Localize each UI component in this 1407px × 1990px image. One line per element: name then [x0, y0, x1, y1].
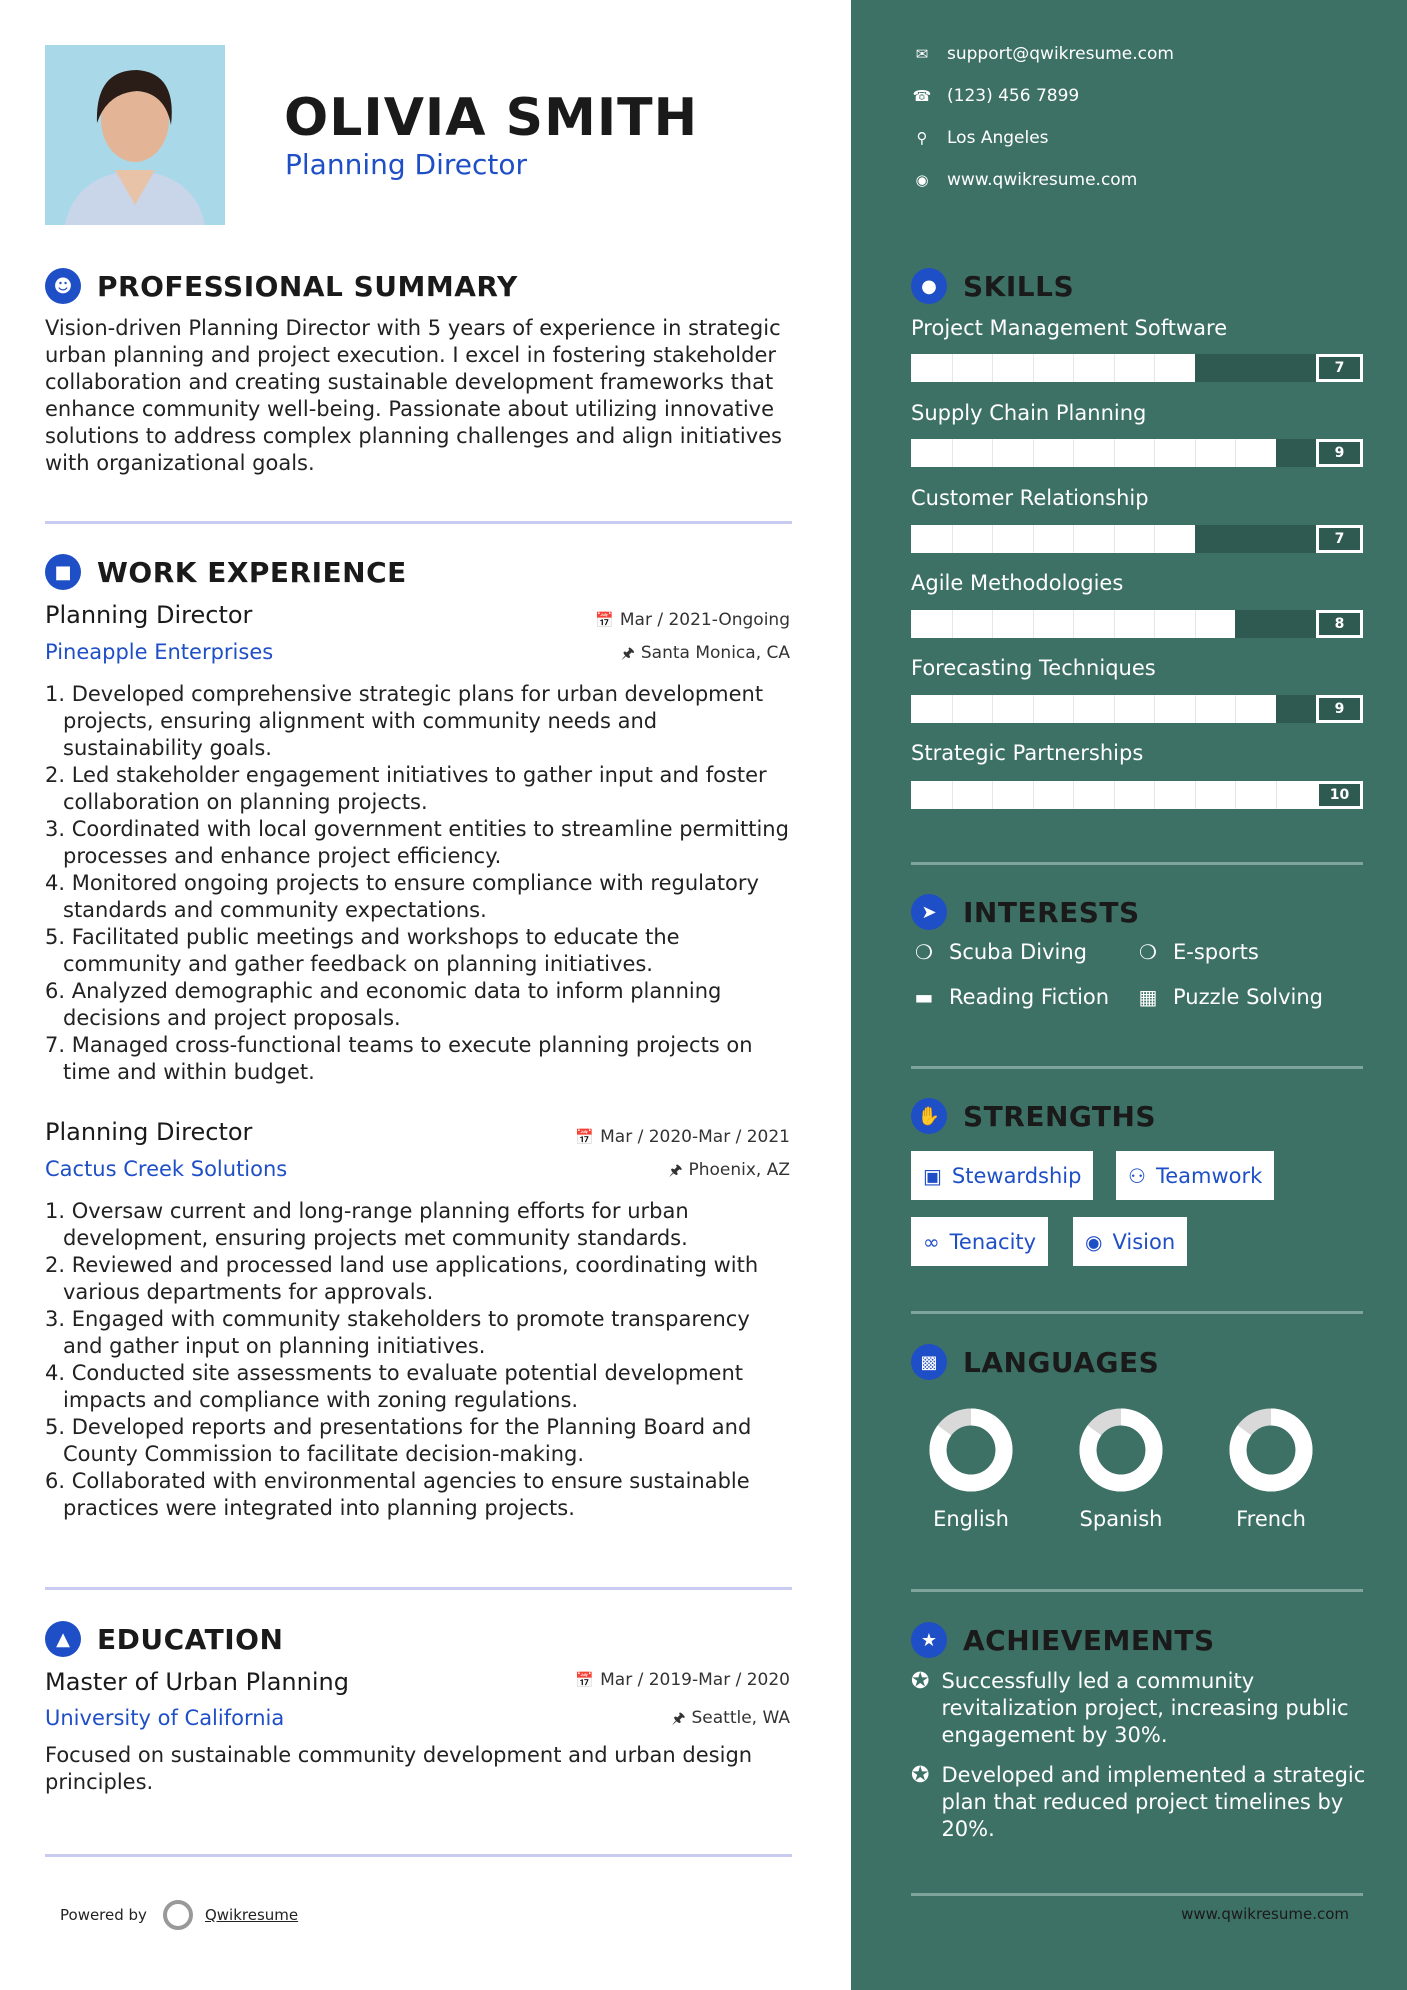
- summary-line: with organizational goals.: [45, 451, 315, 475]
- language-item: [906, 1405, 1036, 1531]
- contact-phone[interactable]: [911, 86, 1079, 106]
- interest-label: Puzzle Solving: [1173, 985, 1323, 1009]
- language-item: [1056, 1405, 1186, 1531]
- skill-segment-divider: [1154, 439, 1155, 467]
- achievement-item: [911, 1668, 1371, 1749]
- languages-heading-text: LANGUAGES: [963, 1345, 1160, 1379]
- education-location: [672, 1708, 790, 1733]
- summary-heading: [45, 268, 518, 304]
- strength-label: Teamwork: [1155, 1163, 1263, 1188]
- skill-bar: [911, 610, 1363, 638]
- skill-label: Project Management Software: [911, 316, 1228, 340]
- strength-label: Vision: [1112, 1229, 1176, 1254]
- contact-email[interactable]: [911, 44, 1174, 64]
- interest-item: [911, 985, 1109, 1009]
- skill-bar: [911, 439, 1363, 467]
- brand-link[interactable]: Qwikresume: [204, 1906, 299, 1924]
- life-ring-icon: ❍: [915, 940, 933, 964]
- map-marker-icon: ⚲: [916, 129, 928, 147]
- calendar-icon: 📅: [575, 1671, 595, 1689]
- skill-score: 7: [1316, 354, 1363, 382]
- job-date-text: Mar / 2020-Mar / 2021: [600, 1127, 790, 1147]
- skill-segment-divider: [952, 525, 953, 553]
- powered-by: [60, 1900, 298, 1930]
- powered-by-label: Powered by: [60, 1906, 147, 1924]
- footer-website[interactable]: www.qwikresume.com: [1181, 1905, 1349, 1923]
- language-donut: [1226, 1405, 1316, 1495]
- contact-location: [911, 128, 1049, 148]
- summary-line: urban planning and project execution. I excel in fostering stakeholder: [45, 343, 777, 367]
- languages-heading: [911, 1344, 1159, 1380]
- job-location: [621, 643, 790, 668]
- section-divider: [45, 1587, 792, 1590]
- list-item: 1. Oversaw current and long-range planning efforts for urban development, ensuring projects met community standards.: [45, 1199, 689, 1250]
- company-name: Pineapple Enterprises: [45, 640, 274, 664]
- language-name: French: [1236, 1507, 1306, 1531]
- list-item: 6. Collaborated with environmental agencies to ensure sustainable practices were integrated into planning projects.: [45, 1469, 750, 1520]
- language-name: Spanish: [1079, 1507, 1163, 1531]
- paper-plane-icon: ➤: [911, 894, 947, 930]
- skill-segment-divider: [1033, 354, 1034, 382]
- section-divider: [911, 862, 1363, 865]
- skill-segment-divider: [952, 354, 953, 382]
- skill-bar: [911, 695, 1363, 723]
- skill-segment-divider: [1235, 781, 1236, 809]
- achievements-heading: [911, 1622, 1215, 1658]
- skill-score: 9: [1316, 439, 1363, 467]
- job-location-text: Phoenix, AZ: [688, 1160, 790, 1180]
- star-badge-icon: ★: [911, 1622, 947, 1658]
- job-location-text: Santa Monica, CA: [640, 643, 790, 663]
- interest-label: Scuba Diving: [949, 940, 1087, 964]
- strength-badge: [1073, 1217, 1187, 1266]
- skill-segment-divider: [1033, 439, 1034, 467]
- school-name: University of California: [45, 1706, 285, 1730]
- contact-location-text: Los Angeles: [947, 128, 1049, 148]
- achievements-heading-text: ACHIEVEMENTS: [963, 1623, 1215, 1657]
- skill-label: Customer Relationship: [911, 486, 1149, 510]
- skill-segment-divider: [1195, 439, 1196, 467]
- skill-segment-divider: [1154, 695, 1155, 723]
- strengths-heading-text: STRENGTHS: [963, 1099, 1157, 1133]
- calendar-icon: 📅: [575, 1128, 595, 1146]
- job-bullets: [45, 681, 795, 1086]
- book-icon: ▦: [1138, 985, 1158, 1009]
- skill-segment-divider: [1073, 525, 1074, 553]
- fist-icon: ✋: [911, 1098, 947, 1134]
- skill-segment-divider: [1114, 525, 1115, 553]
- interest-item: [911, 940, 1087, 964]
- graduate-icon: ▲: [45, 1621, 81, 1657]
- skill-segment-divider: [1033, 781, 1034, 809]
- language-item: [1206, 1405, 1336, 1531]
- education-location-text: Seattle, WA: [691, 1708, 790, 1728]
- strength-badge: [911, 1151, 1093, 1200]
- strengths-heading: [911, 1098, 1156, 1134]
- skill-segment-divider: [1114, 439, 1115, 467]
- skill-bar: [911, 354, 1363, 382]
- degree: Master of Urban Planning: [45, 1668, 349, 1696]
- list-item: 5. Facilitated public meetings and workshops to educate the community and gather feedback on planning initiatives.: [45, 925, 680, 976]
- summary-line: collaboration and creating sustainable development frameworks that: [45, 370, 774, 394]
- skill-fill: [911, 354, 1195, 382]
- skill-segment-divider: [1073, 695, 1074, 723]
- interest-item: [1135, 940, 1259, 964]
- job-date: [575, 1127, 790, 1147]
- skill-segment-divider: [1154, 525, 1155, 553]
- skill-segment-divider: [1033, 610, 1034, 638]
- summary-line: solutions to address complex planning challenges and align initiatives: [45, 424, 782, 448]
- contact-email-text: support@qwikresume.com: [947, 44, 1174, 64]
- job-date: [595, 610, 790, 630]
- skill-segment-divider: [1073, 610, 1074, 638]
- section-divider: [911, 1311, 1363, 1314]
- skill-segment-divider: [992, 525, 993, 553]
- section-divider: [911, 1589, 1363, 1592]
- list-item: 5. Developed reports and presentations for the Planning Board and County Commission to facilitate decision-making.: [45, 1415, 752, 1466]
- list-item: 7. Managed cross-functional teams to execute planning projects on time and within budget.: [45, 1033, 753, 1084]
- skill-segment-divider: [1235, 439, 1236, 467]
- skill-segment-divider: [992, 610, 993, 638]
- phone-icon: ☎: [912, 87, 932, 105]
- strength-badge: [1116, 1151, 1274, 1200]
- section-divider: [45, 521, 792, 524]
- skill-segment-divider: [1073, 354, 1074, 382]
- skill-segment-divider: [1195, 695, 1196, 723]
- job-title: Planning Director: [45, 1118, 253, 1146]
- list-item: 4. Monitored ongoing projects to ensure compliance with regulatory standards and community expectations.: [45, 871, 759, 922]
- profile-photo: [45, 45, 225, 225]
- gamepad-icon: ▬: [914, 985, 934, 1009]
- skill-segment-divider: [952, 610, 953, 638]
- achievement-text: Successfully led a community revitalization project, increasing public engagement by 30%.: [941, 1669, 1349, 1747]
- candidate-title: Planning Director: [285, 148, 527, 181]
- calendar-icon: 📅: [595, 611, 614, 629]
- job-location: [669, 1160, 790, 1185]
- skill-score: 8: [1316, 610, 1363, 638]
- globe-icon: ◉: [915, 171, 929, 189]
- contact-website[interactable]: [911, 170, 1137, 190]
- skill-bar: [911, 525, 1363, 553]
- education-heading: [45, 1621, 283, 1657]
- users-icon: ⚇: [1128, 1163, 1146, 1188]
- office-chair-icon: ■: [45, 554, 81, 590]
- summary-line: Vision-driven Planning Director with 5 years of experience in strategic: [45, 316, 781, 340]
- education-date-text: Mar / 2019-Mar / 2020: [600, 1670, 790, 1690]
- list-item: 6. Analyzed demographic and economic data to inform planning decisions and project proposals.: [45, 979, 722, 1030]
- skill-segment-divider: [1033, 695, 1034, 723]
- skill-score: 9: [1316, 695, 1363, 723]
- language-donut: [926, 1405, 1016, 1495]
- achievement-text: Developed and implemented a strategic plan that reduced project timelines by 20%.: [941, 1763, 1366, 1841]
- section-divider: [911, 1066, 1363, 1069]
- section-divider: [911, 1893, 1363, 1896]
- skill-segment-divider: [1154, 610, 1155, 638]
- skill-fill: [911, 695, 1276, 723]
- skill-segment-divider: [992, 439, 993, 467]
- summary-text: [45, 315, 790, 477]
- education-description: Focused on sustainable community development and urban design principles.: [45, 1743, 753, 1794]
- skill-label: Forecasting Techniques: [911, 656, 1156, 680]
- interest-item: [1135, 985, 1323, 1009]
- binoculars-icon: ◉: [1085, 1229, 1103, 1254]
- skill-score: 7: [1316, 525, 1363, 553]
- strength-badge: [911, 1217, 1048, 1266]
- work-heading: [45, 554, 407, 590]
- education-heading-text: EDUCATION: [97, 1622, 284, 1656]
- interest-label: Reading Fiction: [949, 985, 1110, 1009]
- strength-label: Tenacity: [949, 1229, 1037, 1254]
- achievement-item: [911, 1762, 1371, 1843]
- pin-icon: 🖈: [671, 1709, 686, 1727]
- skill-segment-divider: [1195, 781, 1196, 809]
- list-item: 3. Coordinated with local government entities to streamline permitting processes and enhance project efficiency.: [45, 817, 789, 868]
- link-icon: ∞: [923, 1229, 940, 1254]
- list-item: 3. Engaged with community stakeholders to promote transparency and gather input on planning initiatives.: [45, 1307, 750, 1358]
- shooting-star-icon: ✪: [911, 1669, 930, 1694]
- skill-segment-divider: [992, 781, 993, 809]
- list-item: 1. Developed comprehensive strategic plans for urban development projects, ensuring alignment with community needs and sustainability goals.: [45, 682, 764, 760]
- translate-icon: ▩: [911, 1344, 947, 1380]
- skill-segment-divider: [952, 781, 953, 809]
- pin-icon: 🖈: [668, 1161, 683, 1179]
- envelope-icon: ✉: [915, 45, 929, 63]
- education-date: [575, 1670, 790, 1690]
- contact-phone-text: (123) 456 7899: [947, 86, 1080, 106]
- job-title: Planning Director: [45, 601, 253, 629]
- skill-label: Strategic Partnerships: [911, 741, 1144, 765]
- pin-icon: 🖈: [621, 644, 635, 662]
- life-ring-icon: ❍: [1139, 940, 1157, 964]
- skill-label: Agile Methodologies: [911, 571, 1124, 595]
- skill-segment-divider: [1276, 781, 1277, 809]
- candidate-name: OLIVIA SMITH: [284, 88, 699, 148]
- qwikresume-logo-icon: [163, 1900, 193, 1930]
- skills-heading-text: SKILLS: [963, 269, 1075, 303]
- skill-segment-divider: [1235, 695, 1236, 723]
- shooting-star-icon: ✪: [911, 1763, 930, 1788]
- skill-segment-divider: [1154, 354, 1155, 382]
- user-icon: ☻: [45, 268, 81, 304]
- skill-segment-divider: [1114, 781, 1115, 809]
- skills-heading: [911, 268, 1074, 304]
- list-item: 2. Reviewed and processed land use applications, coordinating with various departments for approvals.: [45, 1253, 759, 1304]
- lightbulb-icon: ●: [911, 268, 947, 304]
- summary-line: enhance community well-being. Passionate about utilizing innovative: [45, 397, 775, 421]
- summary-heading-text: PROFESSIONAL SUMMARY: [97, 269, 518, 303]
- job-bullets: [45, 1198, 795, 1522]
- skill-label: Supply Chain Planning: [911, 401, 1147, 425]
- briefcase-icon: ▣: [923, 1163, 942, 1188]
- list-item: 4. Conducted site assessments to evaluate potential development impacts and compliance with zoning regulations.: [45, 1361, 744, 1412]
- skill-segment-divider: [952, 695, 953, 723]
- skill-bar: [911, 781, 1363, 809]
- job-date-text: Mar / 2021-Ongoing: [619, 610, 790, 630]
- strength-label: Stewardship: [951, 1163, 1082, 1188]
- language-name: English: [933, 1507, 1009, 1531]
- skill-segment-divider: [952, 439, 953, 467]
- skill-segment-divider: [1114, 354, 1115, 382]
- skill-segment-divider: [1114, 695, 1115, 723]
- skill-fill: [911, 439, 1276, 467]
- contact-website-text: www.qwikresume.com: [947, 170, 1138, 190]
- skill-segment-divider: [1033, 525, 1034, 553]
- skill-segment-divider: [1154, 781, 1155, 809]
- skill-segment-divider: [1195, 610, 1196, 638]
- skill-score: 10: [1316, 781, 1363, 809]
- skill-fill: [911, 525, 1195, 553]
- language-donut: [1076, 1405, 1166, 1495]
- interests-heading-text: INTERESTS: [963, 895, 1140, 929]
- company-name: Cactus Creek Solutions: [45, 1157, 288, 1181]
- list-item: 2. Led stakeholder engagement initiatives to gather input and foster collaboration on planning projects.: [45, 763, 767, 814]
- skill-segment-divider: [992, 695, 993, 723]
- skill-segment-divider: [1114, 610, 1115, 638]
- work-heading-text: WORK EXPERIENCE: [97, 555, 407, 589]
- section-divider: [45, 1854, 792, 1857]
- skill-segment-divider: [1073, 439, 1074, 467]
- interests-heading: [911, 894, 1140, 930]
- skill-segment-divider: [992, 354, 993, 382]
- skill-segment-divider: [1073, 781, 1074, 809]
- interest-label: E-sports: [1173, 940, 1259, 964]
